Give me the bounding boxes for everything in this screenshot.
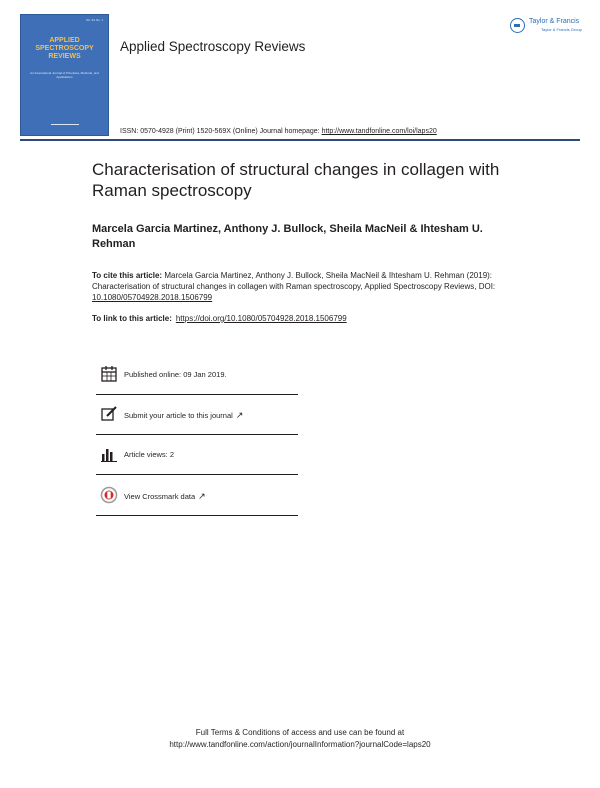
publisher-logo-icon: [510, 18, 525, 33]
calendar-icon: [100, 365, 118, 383]
external-link-icon: ↗: [235, 410, 244, 420]
issn-line: [120, 128, 437, 135]
footer: [100, 727, 500, 751]
article-link-label: To link to this article:: [92, 314, 172, 323]
cover-title: APPLIED SPECTROSCOPY REVIEWS: [35, 37, 94, 60]
publisher-name: Taylor & Francis: [529, 18, 580, 25]
issn-text: ISSN: 0570-4928 (Print) 1520-569X (Online) Journal homepage:: [120, 128, 322, 135]
cover-publisher-mark: [51, 124, 79, 130]
submit-article-label: Submit your article to this journal: [124, 411, 233, 420]
submit-row[interactable]: [96, 396, 298, 435]
views-row: [96, 436, 298, 475]
cover-volume: Vol. 54 No. 1: [85, 18, 103, 22]
doi-link[interactable]: 10.1080/05704928.2018.1506799: [92, 293, 213, 302]
journal-homepage-link[interactable]: http://www.tandfonline.com/loi/laps20: [321, 128, 437, 135]
external-link-icon: ↗: [198, 491, 206, 501]
crossmark-label: View Crossmark data: [124, 492, 196, 501]
article-views: Article views: 2: [124, 450, 175, 459]
journal-cover: [20, 14, 109, 136]
crossmark-icon: [100, 486, 118, 504]
publisher-logo[interactable]: [510, 17, 580, 37]
submit-article-link[interactable]: [124, 410, 243, 421]
crossmark-link[interactable]: [124, 491, 206, 502]
published-row: [96, 356, 298, 395]
article-title: Characterisation of structural changes in collagen with Raman spectroscopy: [92, 160, 500, 200]
article-link-block: [92, 314, 347, 323]
article-doi-url[interactable]: https://doi.org/10.1080/05704928.2018.1506799: [175, 314, 347, 323]
citation-block: [92, 270, 512, 303]
edit-icon: [100, 405, 118, 423]
published-date: Published online: 09 Jan 2019.: [124, 370, 227, 379]
bar-chart-icon: [100, 445, 118, 463]
article-authors: Marcela Garcia Martinez, Anthony J. Bullock, Sheila MacNeil & Ihtesham U. Rehman: [92, 223, 483, 250]
cover-subtitle: An International Journal of Principles, Methods, and Applications: [30, 71, 99, 79]
crossmark-row[interactable]: [96, 477, 298, 516]
citation-label: To cite this article:: [92, 271, 163, 280]
header-divider: [20, 139, 580, 141]
journal-name: Applied Spectroscopy Reviews: [120, 39, 306, 54]
footer-terms-text: Full Terms & Conditions of access and use can be found at: [195, 728, 405, 737]
citation-text: Marcela Garcia Martinez, Anthony J. Bullock, Sheila MacNeil & Ihtesham U. Rehman (2019): Characterisation of structural changes in collagen with Raman spectroscopy, Applied Spectroscopy Reviews, DOI:: [92, 271, 496, 291]
publisher-group: Taylor & Francis Group: [541, 27, 582, 32]
footer-terms-link[interactable]: http://www.tandfonline.com/action/journalInformation?journalCode=laps20: [169, 740, 431, 749]
